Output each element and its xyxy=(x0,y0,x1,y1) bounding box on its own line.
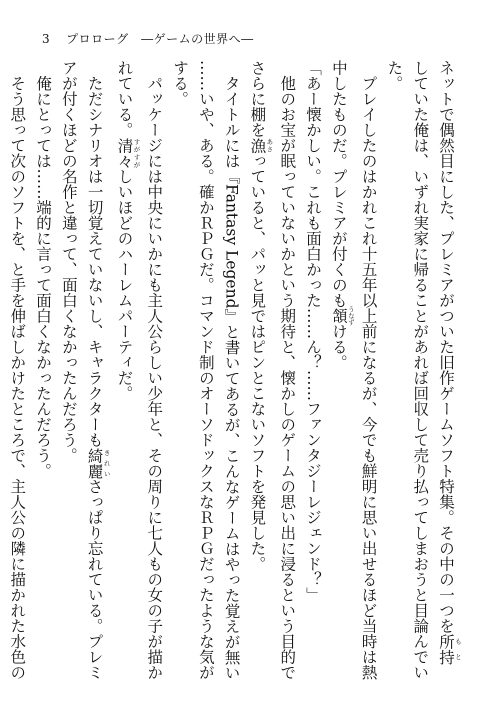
text-line xyxy=(29,60,55,660)
text-segment: た。 xyxy=(385,60,404,91)
text-line xyxy=(192,60,218,680)
text-segment: しいほどのハーレムパーティだ。 xyxy=(115,168,134,401)
text-line xyxy=(406,60,432,680)
text-line xyxy=(140,60,166,680)
text-segment: ただシナリオは一切覚えていないし、キャラクターも xyxy=(85,60,104,448)
text-segment: っていると、パッと見ではピンとこないソフトを発見した。 xyxy=(248,153,267,572)
text-line xyxy=(81,60,111,680)
text-line xyxy=(218,60,244,681)
text-line xyxy=(299,60,325,660)
text-segment: プレイしたのはかれこれ十五年以上前になるが、今でも鮮明に思い出せるほど当時は熱 xyxy=(359,60,378,680)
text-line xyxy=(166,60,192,660)
ruby-base: 清々 xyxy=(115,137,134,169)
text-segment: れている。 xyxy=(115,60,134,138)
ruby-reading: すがすが xyxy=(132,137,141,169)
text-segment: タイトルには『Fantasy Legend』と書いてあるが、こんなゲームはやった覚えが無い xyxy=(222,60,241,681)
text-line xyxy=(432,60,462,665)
text-line xyxy=(244,60,274,660)
text-segment: アが付くほどの名作と違って、面白くなかったんだろう。 xyxy=(59,60,78,463)
vertical-body-text xyxy=(0,60,462,681)
ruby-reading: もと xyxy=(454,633,462,665)
page-number: 3 xyxy=(42,32,51,46)
ruby-reading: あさ xyxy=(265,137,274,153)
text-segment: していた俺は、いずれ実家に帰ることがあれば回収して売り払ってしまおうと目論んでい xyxy=(411,60,430,680)
ruby-annotation xyxy=(329,306,355,326)
ruby-reading: うなず xyxy=(346,306,355,326)
ruby-annotation xyxy=(85,447,111,479)
ruby-base: 頷 xyxy=(329,306,348,326)
chapter-title: プロローグ ―ゲームの世界へ― xyxy=(66,32,254,46)
text-segment: さっぱり忘れている。プレミ xyxy=(85,478,104,680)
text-line xyxy=(381,60,407,660)
text-line xyxy=(273,60,299,680)
ruby-annotation xyxy=(248,137,274,154)
text-segment: 俺にとっては……端的に言って面白くなかったんだろう。 xyxy=(34,60,53,479)
ruby-base: 所持 xyxy=(437,633,455,665)
ruby-annotation xyxy=(437,633,462,665)
text-segment: そう思って次のソフトを、と手を伸ばしかけたところで、主人公の隣に描かれた水色の xyxy=(8,60,27,680)
text-segment: 他のお宝が眠っていないかという期待と、懐かしのゲームの思い出に浸るという目的で xyxy=(278,60,297,680)
ruby-base: 漁 xyxy=(248,137,267,153)
text-segment: パッケージには中央にいかにも主人公らしい少年と、その周りに七人もの女の子が描か xyxy=(145,60,164,680)
text-segment: ける。 xyxy=(329,323,348,370)
text-line xyxy=(55,60,81,660)
text-segment: ネットで偶然目にした、プレミアがついた旧作ゲームソフト特集。その中の一つを xyxy=(437,60,455,634)
text-line xyxy=(3,60,29,680)
text-line xyxy=(355,60,381,680)
ruby-annotation xyxy=(115,137,141,169)
ruby-reading: きれい xyxy=(102,447,111,479)
text-segment: ……いや、ある。確かＲＰＧだ。コマンド制のオーソドックスなＲＰＧだったような気が xyxy=(196,60,215,680)
ruby-base: 綺麗 xyxy=(85,447,104,479)
text-line xyxy=(111,60,141,660)
text-segment: 中したものだ。プレミアが付くのも xyxy=(329,60,348,308)
text-line xyxy=(325,60,355,660)
text-segment: する。 xyxy=(171,60,190,107)
text-segment: 「あー懐かしい。これも面白かった……ん？……ファンタジーレジェンド？」 xyxy=(304,60,323,603)
text-segment: さらに棚を xyxy=(248,60,267,138)
running-header xyxy=(42,30,254,47)
